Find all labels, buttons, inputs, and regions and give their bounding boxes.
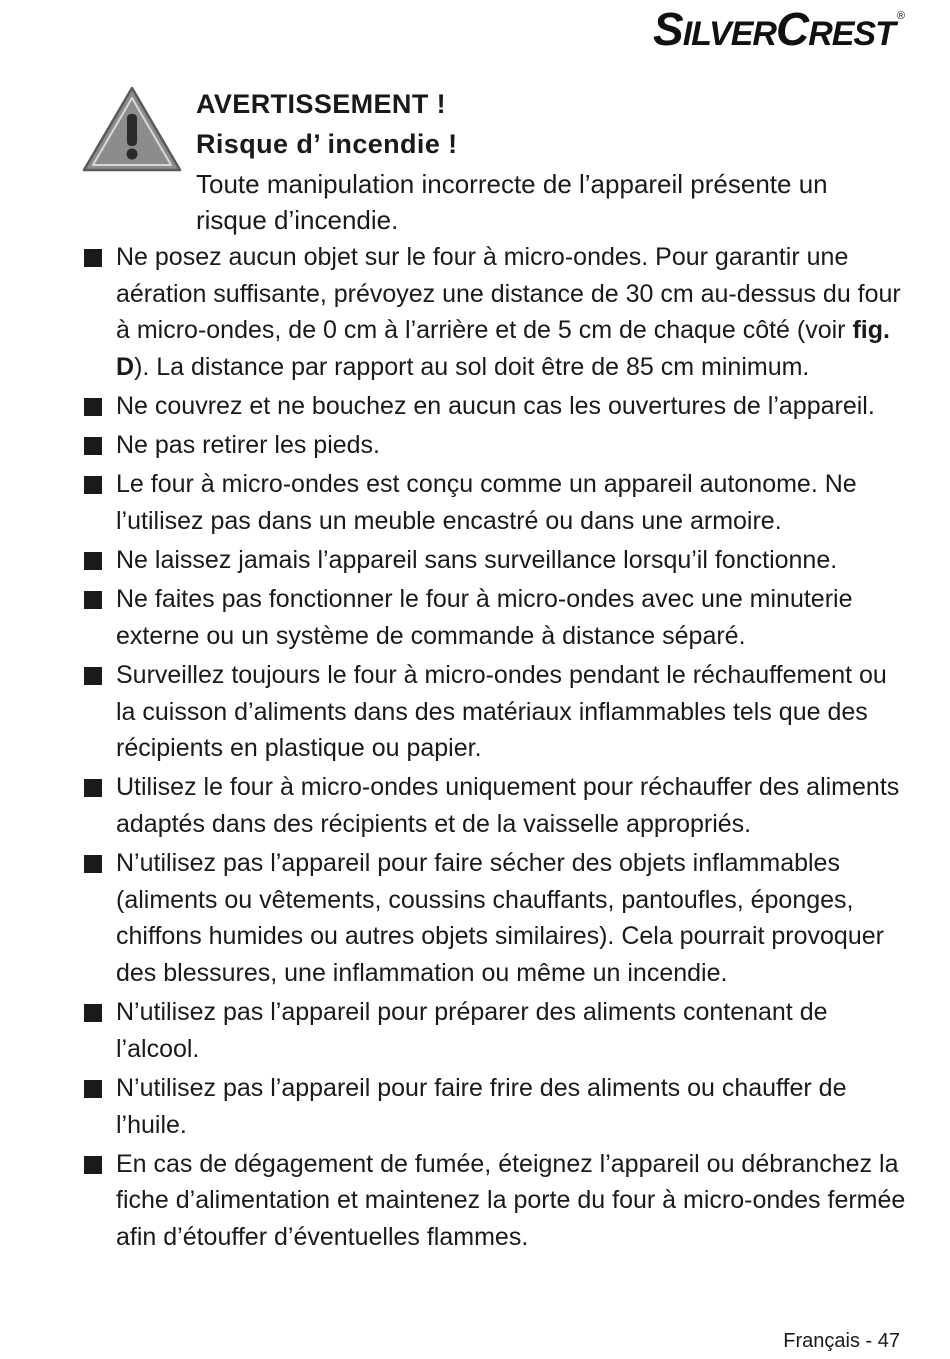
- list-item-text: N’utilisez pas l’appareil pour faire frire des aliments ou chauffer de l’huile.: [116, 1074, 847, 1139]
- square-bullet-icon: [84, 1080, 102, 1098]
- list-item: [84, 657, 906, 767]
- warning-title: AVERTISSEMENT !: [196, 89, 447, 119]
- brand-letter: S: [653, 3, 683, 55]
- square-bullet-icon: [84, 591, 102, 609]
- list-item-text: Ne pas retirer les pieds.: [116, 431, 381, 460]
- list-item-text: Ne laissez jamais l’appareil sans surveillance lorsqu’il fonctionne.: [116, 546, 838, 575]
- warning-text: Toute manipulation incorrecte de l’appareil présente un risque d’incendie.: [196, 169, 828, 235]
- square-bullet-icon: [84, 855, 102, 873]
- list-item-text: Utilisez le four à micro-ondes uniquement pour réchauffer des aliments adaptés dans des récipients et de la vaisselle appropriés.: [116, 773, 900, 839]
- list-item-text: En cas de dégagement de fumée, éteignez l’appareil ou débranchez la fiche d’alimentation et maintenez la porte du four à micro-ondes fermée afin d’étouffer d’éventuelles flammes.: [116, 1149, 906, 1251]
- list-item: [84, 845, 906, 991]
- registered-mark: ®: [896, 10, 904, 22]
- square-bullet-icon: [84, 779, 102, 797]
- list-item-text: Ne posez aucun objet sur le four à micro-ondes. Pour garantir une aération suffisante, prévoyez une distance de 30 cm au-dessus du four à micro-ondes, de 0 cm à l’arrière et de 5 cm de chaque côté (voir: [116, 243, 901, 345]
- list-item: [84, 581, 906, 654]
- list-item-text: Le four à micro-ondes est conçu comme un appareil autonome. Ne l’utilisez pas dans un meuble encastré ou dans une armoire.: [116, 470, 857, 535]
- brand-letter: C: [775, 3, 809, 55]
- square-bullet-icon: [84, 437, 102, 455]
- list-item-text: N’utilisez pas l’appareil pour préparer des aliments contenant de l’alcool.: [116, 998, 828, 1063]
- square-bullet-icon: [84, 398, 102, 416]
- warning-block: [196, 84, 896, 238]
- brand-letters: ILVER: [682, 15, 776, 53]
- list-item-text: N’utilisez pas l’appareil pour faire sécher des objets inflammables (aliments ou vêtements, coussins chauffants, pantoufles, éponges, chiffons humides ou autres objets similaires). Cela pourrait provoquer des blessures, une inflammation ou même un incendie.: [116, 849, 884, 988]
- list-item-text: Ne faites pas fonctionner le four à micro-ondes avec une minuterie externe ou un système de commande à distance séparé.: [116, 585, 853, 650]
- square-bullet-icon: [84, 476, 102, 494]
- list-item: [84, 388, 906, 425]
- warning-triangle-icon: [82, 86, 182, 172]
- list-item-text: Ne couvrez et ne bouchez en aucun cas les ouvertures de l’appareil.: [116, 391, 875, 420]
- list-item-text: Surveillez toujours le four à micro-ondes pendant le réchauffement ou la cuisson d’aliments dans des matériaux inflammables tels que des récipients en plastique ou papier.: [116, 661, 887, 763]
- list-item: [84, 239, 906, 385]
- square-bullet-icon: [84, 667, 102, 685]
- square-bullet-icon: [84, 249, 102, 267]
- list-item-text: ). La distance par rapport au sol doit être de 85 cm minimum.: [134, 352, 810, 381]
- warning-subtitle: Risque d’ incendie !: [196, 129, 458, 159]
- brand-letters: REST: [808, 15, 895, 53]
- list-item: [84, 994, 906, 1067]
- figure-reference: fig. D: [116, 316, 890, 381]
- page-number: Français - 47: [783, 1330, 900, 1352]
- list-item: [84, 1070, 906, 1143]
- list-item: [84, 542, 906, 579]
- brand-logo: [653, 2, 904, 56]
- square-bullet-icon: [84, 1156, 102, 1174]
- list-item: [84, 769, 906, 842]
- list-item: [84, 1146, 906, 1256]
- list-item: [84, 427, 906, 464]
- list-item: [84, 466, 906, 539]
- square-bullet-icon: [84, 1004, 102, 1022]
- square-bullet-icon: [84, 552, 102, 570]
- safety-instructions-list: [84, 239, 906, 1258]
